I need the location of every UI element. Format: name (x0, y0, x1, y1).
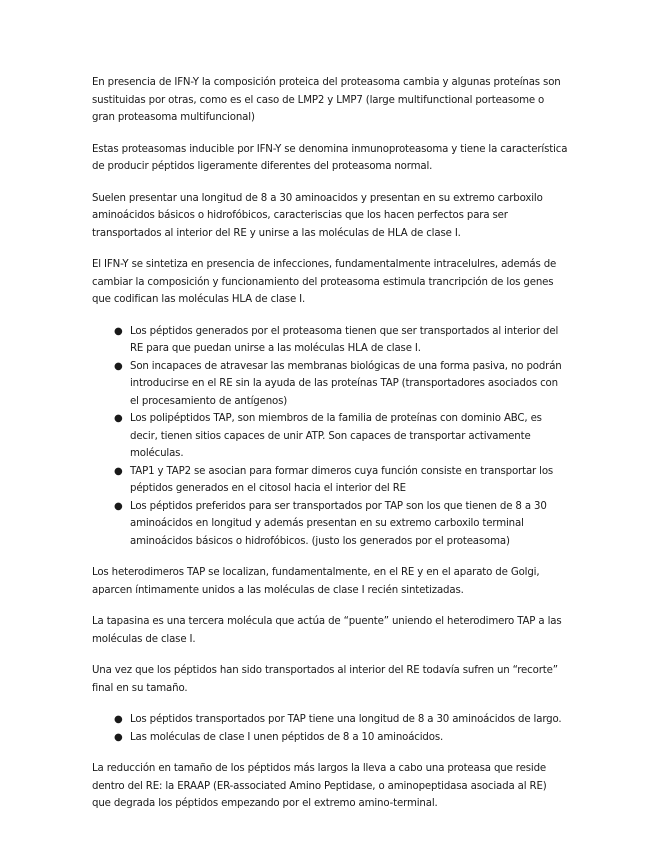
paragraph: Los heterodimeros TAP se localizan, fundamentalmente, en el RE y en el aparato de Golgi, aparcen íntimamente unidos a las moléculas de clase I recién sintetizadas. (92, 567, 540, 596)
bullet-icon: ● (114, 413, 123, 424)
list-item (92, 729, 568, 747)
paragraph: Una vez que los péptidos han sido transportados al interior del RE todavía sufren un “recorte” final en su tamaño. (92, 665, 558, 694)
list-item-text: Los polipéptidos TAP, son miembros de la familia de proteínas con dominio ABC, es decir, tienen sitios capaces de unir ATP. Son capaces de transportar activamente moléculas. (130, 413, 542, 459)
paragraph: El IFN-Y se sintetiza en presencia de infecciones, fundamentalmente intracelulres, además de cambiar la composición y funcionamiento del proteasoma estimula trancripción de los genes que codifican las moléculas HLA de clase I. (92, 259, 557, 305)
list-item-text: Los péptidos generados por el proteasoma tienen que ser transportados al interior del RE para que puedan unirse a las moléculas HLA de clase I. (130, 325, 559, 354)
bullet-icon: ● (114, 325, 123, 337)
document-page (92, 74, 568, 827)
list-item-text: TAP1 y TAP2 se asocian para formar dimeros cuya función consiste en transportar los péptidos generados en el citosol hacia el interior del RE (130, 465, 554, 494)
list-item (92, 410, 568, 463)
paragraph: La tapasina es una tercera molécula que actúa de “puente” uniendo el heterodimero TAP a las moléculas de clase I. (92, 616, 562, 645)
bullet-icon: ● (114, 500, 123, 512)
bullet-list (92, 323, 568, 551)
list-item-text: Los péptidos transportados por TAP tiene una longitud de 8 a 30 aminoácidos de largo. (130, 714, 562, 725)
bullet-icon: ● (114, 731, 123, 743)
list-item-text: Los péptidos preferidos para ser transportados por TAP son los que tienen de 8 a 30 aminoácidos en longitud y además presentan en su extremo carboxilo terminal aminoácidos básicos o hidrofóbicos. (justo los generados por el proteasoma) (130, 500, 547, 547)
list-item (92, 358, 568, 411)
list-item-text: Las moléculas de clase I unen péptidos de 8 a 10 aminoácidos. (130, 731, 444, 743)
bullet-icon: ● (114, 465, 123, 477)
paragraph: Suelen presentar una longitud de 8 a 30 aminoacidos y presentan en su extremo carboxilo aminoácidos básicos o hidrofóbicos, caracteriscias que los hacen perfectos para ser transportados al interior del RE y unirse a las moléculas de HLA de clase I. (92, 192, 543, 239)
bullet-icon: ● (114, 714, 123, 725)
paragraph: Estas proteasomas inducible por IFN-Y se denomina inmunoproteasoma y tiene la característica de producir péptidos ligeramente diferentes del proteasoma normal. (92, 143, 568, 172)
list-item-text: Son incapaces de atravesar las membranas biológicas de una forma pasiva, no podrán introducirse en el RE sin la ayuda de las proteínas TAP (transportadores asociados con el procesamiento de antígenos) (130, 360, 562, 407)
list-item (92, 498, 568, 551)
list-item (92, 711, 568, 729)
list-item (92, 463, 568, 498)
bullet-list (92, 711, 568, 746)
paragraph: En presencia de IFN-Y la composición proteica del proteasoma cambia y algunas proteínas son sustituidas por otras, como es el caso de LMP2 y LMP7 (large multifunctional porteasome o gran proteasoma multifuncional) (92, 77, 561, 123)
list-item (92, 323, 568, 358)
paragraph: La reducción en tamaño de los péptidos más largos la lleva a cabo una proteasa que reside dentro del RE: la ERAAP (ER-associated Amino Peptidase, o aminopeptidasa asociada al RE) que degrada los péptidos empezando por el extremo amino-terminal. (92, 763, 547, 809)
bullet-icon: ● (114, 360, 123, 372)
